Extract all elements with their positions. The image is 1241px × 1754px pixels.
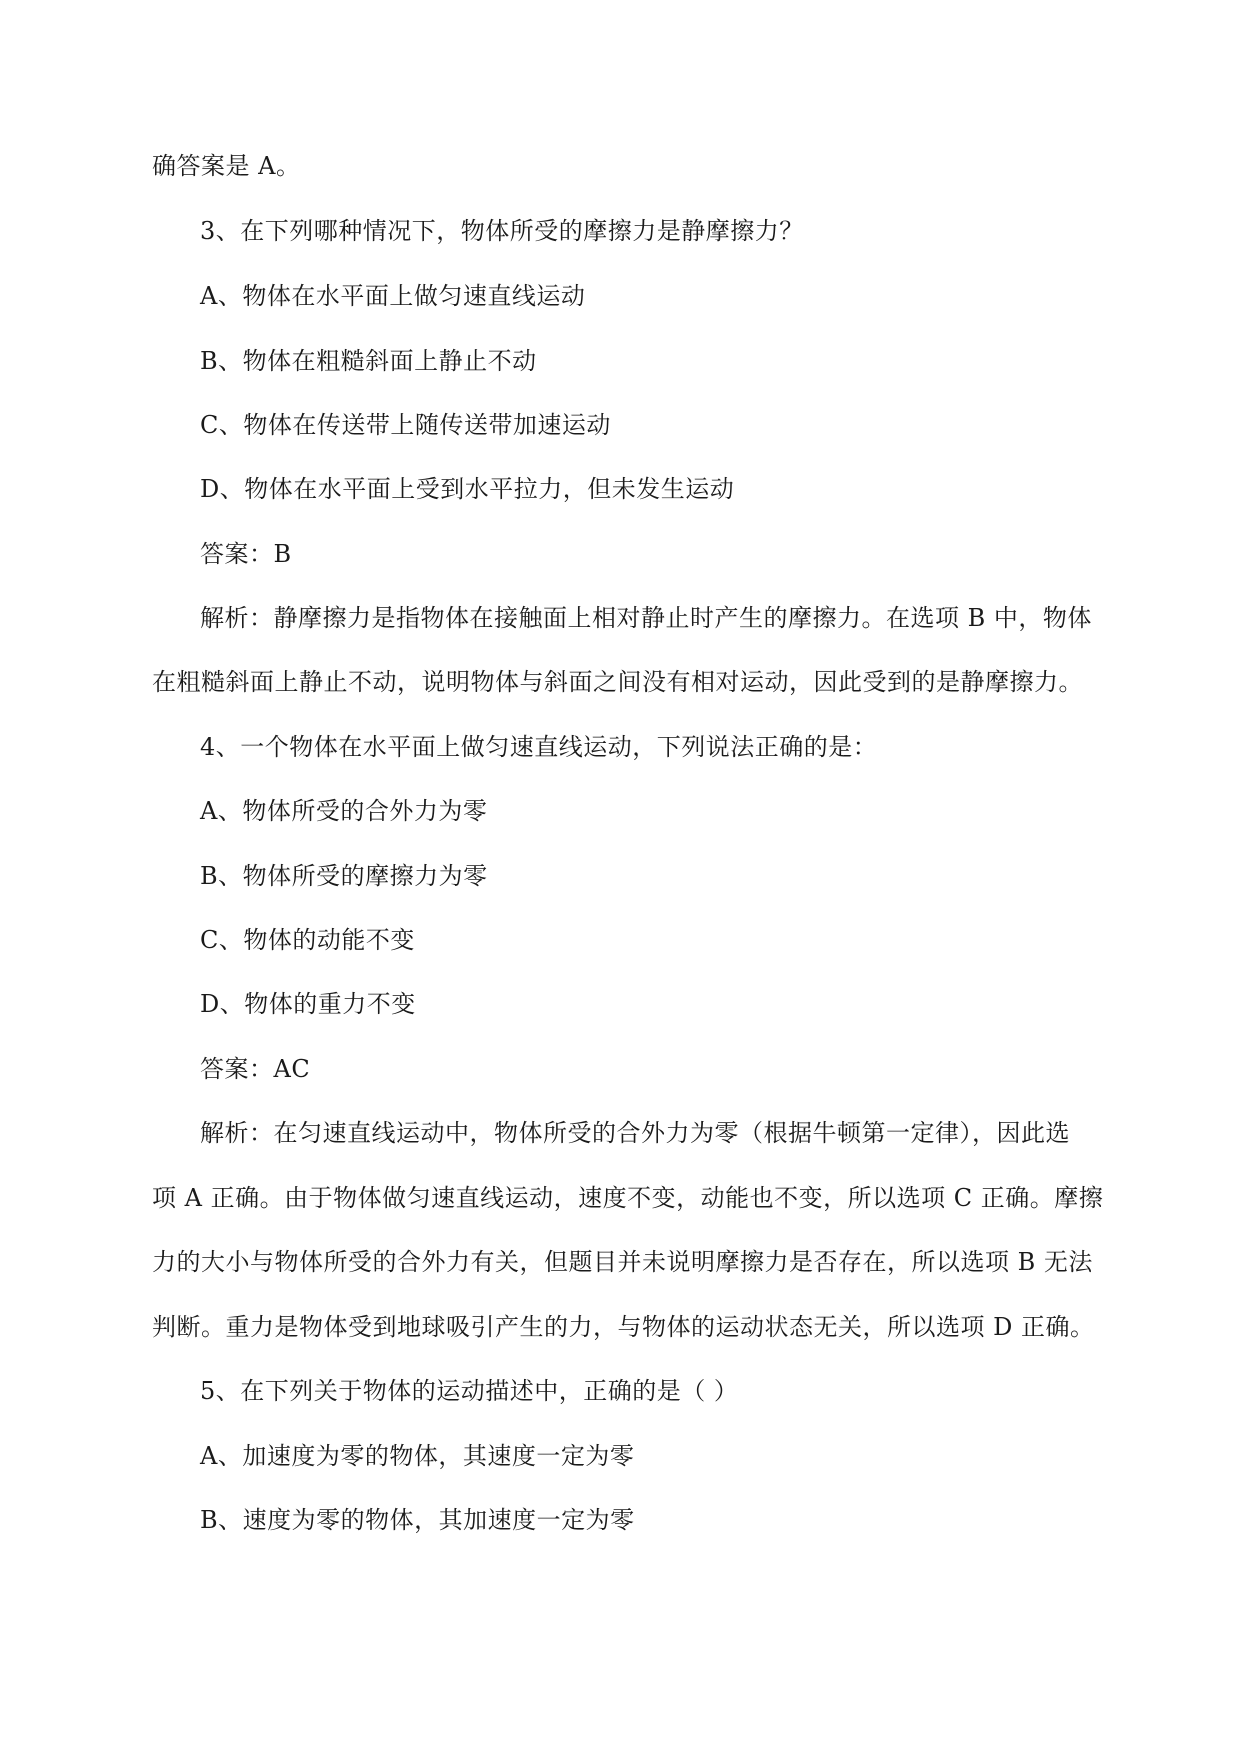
answer: 答案：AC (200, 1055, 311, 1083)
option-c: C、物体在传送带上随传送带加速运动 (200, 411, 611, 439)
question-5: 5、在下列关于物体的运动描述中，正确的是（ ） (200, 1377, 739, 1405)
option-a: A、物体在水平面上做匀速直线运动 (200, 282, 586, 310)
explanation-line: 解析：在匀速直线运动中，物体所受的合外力为零（根据牛顿第一定律），因此选 (200, 1119, 1070, 1147)
question-4: 4、一个物体在水平面上做匀速直线运动，下列说法正确的是： (200, 733, 878, 761)
option-a: A、加速度为零的物体，其速度一定为零 (200, 1442, 635, 1470)
option-d: D、物体的重力不变 (200, 990, 416, 1018)
option-d: D、物体在水平面上受到水平拉力，但未发生运动 (200, 475, 735, 503)
option-b: B、物体所受的摩擦力为零 (200, 862, 488, 890)
explanation-line: 解析：静摩擦力是指物体在接触面上相对静止时产生的摩擦力。在选项 B 中，物体 (200, 604, 1092, 632)
explanation-line: 力的大小与物体所受的合外力有关，但题目并未说明摩擦力是否存在，所以选项 B 无法 (152, 1248, 1093, 1276)
option-c: C、物体的动能不变 (200, 926, 415, 954)
option-b: B、物体在粗糙斜面上静止不动 (200, 347, 537, 375)
text-line: 确答案是 A。 (152, 152, 301, 180)
option-a: A、物体所受的合外力为零 (200, 797, 488, 825)
explanation-line: 判断。重力是物体受到地球吸引产生的力，与物体的运动状态无关，所以选项 D 正确。 (152, 1313, 1095, 1341)
question-3: 3、在下列哪种情况下，物体所受的摩擦力是静摩擦力？ (200, 217, 804, 245)
explanation-line: 在粗糙斜面上静止不动，说明物体与斜面之间没有相对运动，因此受到的是静摩擦力。 (152, 668, 1083, 696)
option-b: B、速度为零的物体，其加速度一定为零 (200, 1506, 635, 1534)
answer: 答案：B (200, 540, 292, 568)
explanation-line: 项 A 正确。由于物体做匀速直线运动，速度不变，动能也不变，所以选项 C 正确。摩擦 (152, 1184, 1104, 1212)
